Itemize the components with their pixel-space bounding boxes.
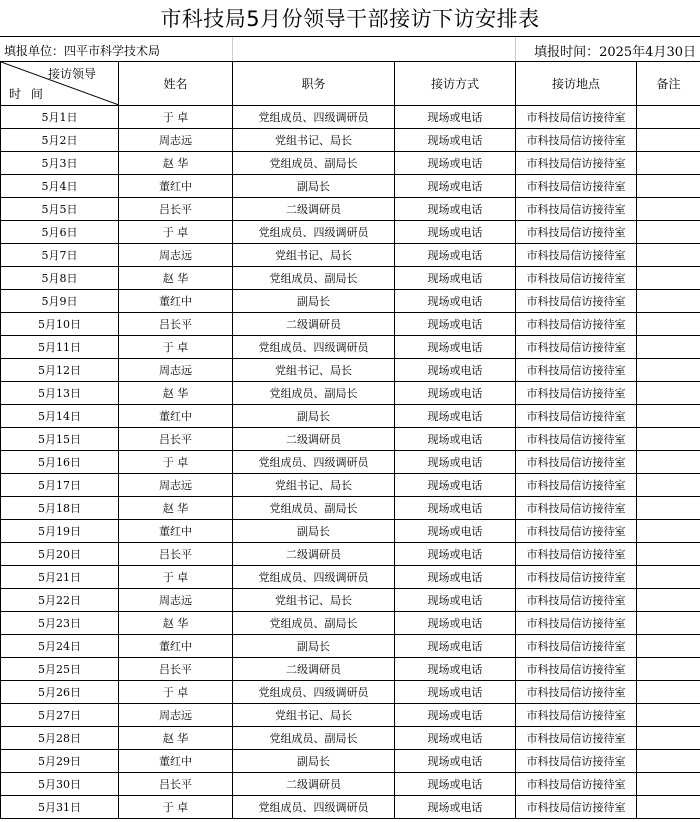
table-row bbox=[1, 428, 700, 451]
table-row bbox=[1, 497, 700, 520]
date-cell: 5月22日 bbox=[1, 589, 119, 612]
place-cell: 市科技局信访接待室 bbox=[516, 543, 637, 566]
table-row bbox=[1, 520, 700, 543]
position-cell: 党组书记、局长 bbox=[233, 129, 395, 152]
remark-cell bbox=[637, 635, 700, 658]
remark-cell bbox=[637, 474, 700, 497]
remark-cell bbox=[637, 612, 700, 635]
date-cell: 5月9日 bbox=[1, 290, 119, 313]
name-cell: 于 卓 bbox=[119, 566, 233, 589]
date-cell: 5月7日 bbox=[1, 244, 119, 267]
date-cell: 5月10日 bbox=[1, 313, 119, 336]
column-header-position: 职务 bbox=[233, 62, 395, 106]
position-cell: 党组书记、局长 bbox=[233, 589, 395, 612]
name-cell: 吕长平 bbox=[119, 773, 233, 796]
remark-cell bbox=[637, 451, 700, 474]
page-title: 市科技局5月份领导干部接访下访安排表 bbox=[160, 7, 540, 31]
method-cell: 现场或电话 bbox=[395, 589, 516, 612]
method-cell: 现场或电话 bbox=[395, 497, 516, 520]
table-row bbox=[1, 474, 700, 497]
place-cell: 市科技局信访接待室 bbox=[516, 658, 637, 681]
remark-cell bbox=[637, 336, 700, 359]
place-cell: 市科技局信访接待室 bbox=[516, 727, 637, 750]
method-cell: 现场或电话 bbox=[395, 382, 516, 405]
date-cell: 5月26日 bbox=[1, 681, 119, 704]
position-cell: 党组书记、局长 bbox=[233, 474, 395, 497]
method-cell: 现场或电话 bbox=[395, 750, 516, 773]
remark-cell bbox=[637, 796, 700, 819]
name-cell: 赵 华 bbox=[119, 152, 233, 175]
place-cell: 市科技局信访接待室 bbox=[516, 313, 637, 336]
position-cell: 党组成员、四级调研员 bbox=[233, 451, 395, 474]
table-row bbox=[1, 152, 700, 175]
reporting-unit: 填报单位：四平市科学技术局 bbox=[4, 44, 161, 58]
method-cell: 现场或电话 bbox=[395, 359, 516, 382]
method-cell: 现场或电话 bbox=[395, 566, 516, 589]
place-cell: 市科技局信访接待室 bbox=[516, 290, 637, 313]
place-cell: 市科技局信访接待室 bbox=[516, 566, 637, 589]
table-header-row bbox=[1, 62, 700, 106]
date-cell: 5月24日 bbox=[1, 635, 119, 658]
date-cell: 5月30日 bbox=[1, 773, 119, 796]
name-cell: 吕长平 bbox=[119, 198, 233, 221]
remark-cell bbox=[637, 566, 700, 589]
table-row bbox=[1, 773, 700, 796]
date-cell: 5月23日 bbox=[1, 612, 119, 635]
date-cell: 5月19日 bbox=[1, 520, 119, 543]
date-cell: 5月4日 bbox=[1, 175, 119, 198]
column-header-method: 接访方式 bbox=[395, 62, 516, 106]
position-cell: 党组成员、四级调研员 bbox=[233, 681, 395, 704]
reporting-date: 填报时间：2025年4月30日 bbox=[534, 45, 696, 60]
name-cell: 董红中 bbox=[119, 635, 233, 658]
method-cell: 现场或电话 bbox=[395, 451, 516, 474]
column-header-remark: 备注 bbox=[637, 62, 700, 106]
position-cell: 二级调研员 bbox=[233, 543, 395, 566]
place-cell: 市科技局信访接待室 bbox=[516, 635, 637, 658]
name-cell: 于 卓 bbox=[119, 336, 233, 359]
remark-cell bbox=[637, 405, 700, 428]
place-cell: 市科技局信访接待室 bbox=[516, 221, 637, 244]
place-cell: 市科技局信访接待室 bbox=[516, 405, 637, 428]
position-cell: 党组书记、局长 bbox=[233, 704, 395, 727]
method-cell: 现场或电话 bbox=[395, 727, 516, 750]
method-cell: 现场或电话 bbox=[395, 198, 516, 221]
name-cell: 于 卓 bbox=[119, 796, 233, 819]
remark-cell bbox=[637, 290, 700, 313]
method-cell: 现场或电话 bbox=[395, 635, 516, 658]
place-cell: 市科技局信访接待室 bbox=[516, 451, 637, 474]
method-cell: 现场或电话 bbox=[395, 474, 516, 497]
table-row bbox=[1, 566, 700, 589]
table-row bbox=[1, 451, 700, 474]
position-cell: 党组成员、副局长 bbox=[233, 267, 395, 290]
method-cell: 现场或电话 bbox=[395, 658, 516, 681]
table-row bbox=[1, 267, 700, 290]
position-cell: 党组成员、副局长 bbox=[233, 727, 395, 750]
name-cell: 赵 华 bbox=[119, 382, 233, 405]
date-cell: 5月17日 bbox=[1, 474, 119, 497]
position-cell: 副局长 bbox=[233, 750, 395, 773]
position-cell: 党组成员、副局长 bbox=[233, 497, 395, 520]
remark-cell bbox=[637, 428, 700, 451]
corner-label-time: 时 间 bbox=[9, 87, 46, 101]
position-cell: 二级调研员 bbox=[233, 198, 395, 221]
position-cell: 党组书记、局长 bbox=[233, 244, 395, 267]
place-cell: 市科技局信访接待室 bbox=[516, 129, 637, 152]
remark-cell bbox=[637, 750, 700, 773]
date-cell: 5月28日 bbox=[1, 727, 119, 750]
method-cell: 现场或电话 bbox=[395, 796, 516, 819]
position-cell: 副局长 bbox=[233, 635, 395, 658]
method-cell: 现场或电话 bbox=[395, 704, 516, 727]
remark-cell bbox=[637, 520, 700, 543]
name-cell: 赵 华 bbox=[119, 497, 233, 520]
position-cell: 二级调研员 bbox=[233, 658, 395, 681]
table-row bbox=[1, 612, 700, 635]
method-cell: 现场或电话 bbox=[395, 428, 516, 451]
table-row bbox=[1, 198, 700, 221]
name-cell: 董红中 bbox=[119, 750, 233, 773]
remark-cell bbox=[637, 152, 700, 175]
table-row bbox=[1, 221, 700, 244]
position-cell: 党组成员、四级调研员 bbox=[233, 796, 395, 819]
table-row bbox=[1, 681, 700, 704]
date-cell: 5月15日 bbox=[1, 428, 119, 451]
table-row bbox=[1, 405, 700, 428]
date-cell: 5月13日 bbox=[1, 382, 119, 405]
place-cell: 市科技局信访接待室 bbox=[516, 474, 637, 497]
table-row bbox=[1, 382, 700, 405]
date-cell: 5月25日 bbox=[1, 658, 119, 681]
position-cell: 党组成员、四级调研员 bbox=[233, 106, 395, 129]
remark-cell bbox=[637, 359, 700, 382]
name-cell: 吕长平 bbox=[119, 658, 233, 681]
remark-cell bbox=[637, 175, 700, 198]
place-cell: 市科技局信访接待室 bbox=[516, 681, 637, 704]
name-cell: 吕长平 bbox=[119, 543, 233, 566]
method-cell: 现场或电话 bbox=[395, 681, 516, 704]
table-row bbox=[1, 175, 700, 198]
info-divider bbox=[515, 37, 516, 62]
remark-cell bbox=[637, 221, 700, 244]
table-row bbox=[1, 704, 700, 727]
position-cell: 党组成员、四级调研员 bbox=[233, 221, 395, 244]
name-cell: 周志远 bbox=[119, 474, 233, 497]
date-cell: 5月5日 bbox=[1, 198, 119, 221]
place-cell: 市科技局信访接待室 bbox=[516, 428, 637, 451]
date-cell: 5月12日 bbox=[1, 359, 119, 382]
table-row bbox=[1, 313, 700, 336]
date-cell: 5月29日 bbox=[1, 750, 119, 773]
name-cell: 赵 华 bbox=[119, 727, 233, 750]
corner-header-cell bbox=[1, 62, 119, 106]
remark-cell bbox=[637, 704, 700, 727]
name-cell: 周志远 bbox=[119, 244, 233, 267]
name-cell: 周志远 bbox=[119, 359, 233, 382]
method-cell: 现场或电话 bbox=[395, 221, 516, 244]
name-cell: 赵 华 bbox=[119, 267, 233, 290]
date-cell: 5月11日 bbox=[1, 336, 119, 359]
remark-cell bbox=[637, 773, 700, 796]
method-cell: 现场或电话 bbox=[395, 405, 516, 428]
date-cell: 5月21日 bbox=[1, 566, 119, 589]
date-cell: 5月14日 bbox=[1, 405, 119, 428]
method-cell: 现场或电话 bbox=[395, 244, 516, 267]
place-cell: 市科技局信访接待室 bbox=[516, 382, 637, 405]
name-cell: 周志远 bbox=[119, 129, 233, 152]
date-cell: 5月16日 bbox=[1, 451, 119, 474]
name-cell: 董红中 bbox=[119, 175, 233, 198]
name-cell: 董红中 bbox=[119, 290, 233, 313]
place-cell: 市科技局信访接待室 bbox=[516, 359, 637, 382]
position-cell: 副局长 bbox=[233, 175, 395, 198]
name-cell: 董红中 bbox=[119, 520, 233, 543]
table-body bbox=[1, 106, 700, 819]
position-cell: 党组成员、四级调研员 bbox=[233, 336, 395, 359]
remark-cell bbox=[637, 681, 700, 704]
info-divider bbox=[232, 37, 233, 62]
name-cell: 于 卓 bbox=[119, 451, 233, 474]
position-cell: 二级调研员 bbox=[233, 773, 395, 796]
place-cell: 市科技局信访接待室 bbox=[516, 244, 637, 267]
position-cell: 党组成员、副局长 bbox=[233, 152, 395, 175]
name-cell: 于 卓 bbox=[119, 681, 233, 704]
table-row bbox=[1, 658, 700, 681]
position-cell: 副局长 bbox=[233, 520, 395, 543]
method-cell: 现场或电话 bbox=[395, 313, 516, 336]
remark-cell bbox=[637, 106, 700, 129]
method-cell: 现场或电话 bbox=[395, 336, 516, 359]
table-row bbox=[1, 543, 700, 566]
remark-cell bbox=[637, 267, 700, 290]
table-row bbox=[1, 727, 700, 750]
table-row bbox=[1, 244, 700, 267]
name-cell: 于 卓 bbox=[119, 106, 233, 129]
remark-cell bbox=[637, 382, 700, 405]
date-cell: 5月3日 bbox=[1, 152, 119, 175]
method-cell: 现场或电话 bbox=[395, 520, 516, 543]
remark-cell bbox=[637, 129, 700, 152]
remark-cell bbox=[637, 727, 700, 750]
method-cell: 现场或电话 bbox=[395, 129, 516, 152]
remark-cell bbox=[637, 198, 700, 221]
info-row bbox=[0, 36, 700, 61]
corner-label-leader: 接访领导 bbox=[47, 67, 96, 81]
table-row bbox=[1, 106, 700, 129]
schedule-table bbox=[0, 61, 700, 819]
place-cell: 市科技局信访接待室 bbox=[516, 497, 637, 520]
method-cell: 现场或电话 bbox=[395, 773, 516, 796]
column-header-name: 姓名 bbox=[119, 62, 233, 106]
position-cell: 党组书记、局长 bbox=[233, 359, 395, 382]
position-cell: 副局长 bbox=[233, 405, 395, 428]
place-cell: 市科技局信访接待室 bbox=[516, 520, 637, 543]
remark-cell bbox=[637, 543, 700, 566]
place-cell: 市科技局信访接待室 bbox=[516, 198, 637, 221]
table-row bbox=[1, 750, 700, 773]
position-cell: 副局长 bbox=[233, 290, 395, 313]
table-row bbox=[1, 336, 700, 359]
column-header-place: 接访地点 bbox=[516, 62, 637, 106]
remark-cell bbox=[637, 589, 700, 612]
table-row bbox=[1, 129, 700, 152]
place-cell: 市科技局信访接待室 bbox=[516, 704, 637, 727]
place-cell: 市科技局信访接待室 bbox=[516, 106, 637, 129]
name-cell: 于 卓 bbox=[119, 221, 233, 244]
date-cell: 5月6日 bbox=[1, 221, 119, 244]
place-cell: 市科技局信访接待室 bbox=[516, 267, 637, 290]
method-cell: 现场或电话 bbox=[395, 175, 516, 198]
method-cell: 现场或电话 bbox=[395, 290, 516, 313]
position-cell: 二级调研员 bbox=[233, 428, 395, 451]
place-cell: 市科技局信访接待室 bbox=[516, 152, 637, 175]
date-cell: 5月1日 bbox=[1, 106, 119, 129]
place-cell: 市科技局信访接待室 bbox=[516, 612, 637, 635]
method-cell: 现场或电话 bbox=[395, 612, 516, 635]
place-cell: 市科技局信访接待室 bbox=[516, 796, 637, 819]
place-cell: 市科技局信访接待室 bbox=[516, 336, 637, 359]
method-cell: 现场或电话 bbox=[395, 106, 516, 129]
table-row bbox=[1, 796, 700, 819]
table-row bbox=[1, 290, 700, 313]
remark-cell bbox=[637, 658, 700, 681]
remark-cell bbox=[637, 497, 700, 520]
table-row bbox=[1, 635, 700, 658]
date-cell: 5月2日 bbox=[1, 129, 119, 152]
place-cell: 市科技局信访接待室 bbox=[516, 750, 637, 773]
position-cell: 二级调研员 bbox=[233, 313, 395, 336]
name-cell: 吕长平 bbox=[119, 428, 233, 451]
table-row bbox=[1, 589, 700, 612]
remark-cell bbox=[637, 313, 700, 336]
method-cell: 现场或电话 bbox=[395, 543, 516, 566]
name-cell: 赵 华 bbox=[119, 612, 233, 635]
name-cell: 周志远 bbox=[119, 704, 233, 727]
name-cell: 董红中 bbox=[119, 405, 233, 428]
date-cell: 5月20日 bbox=[1, 543, 119, 566]
method-cell: 现场或电话 bbox=[395, 267, 516, 290]
method-cell: 现场或电话 bbox=[395, 152, 516, 175]
place-cell: 市科技局信访接待室 bbox=[516, 175, 637, 198]
date-cell: 5月8日 bbox=[1, 267, 119, 290]
date-cell: 5月31日 bbox=[1, 796, 119, 819]
date-cell: 5月18日 bbox=[1, 497, 119, 520]
position-cell: 党组成员、副局长 bbox=[233, 612, 395, 635]
position-cell: 党组成员、副局长 bbox=[233, 382, 395, 405]
date-cell: 5月27日 bbox=[1, 704, 119, 727]
place-cell: 市科技局信访接待室 bbox=[516, 589, 637, 612]
position-cell: 党组成员、四级调研员 bbox=[233, 566, 395, 589]
table-row bbox=[1, 359, 700, 382]
name-cell: 吕长平 bbox=[119, 313, 233, 336]
name-cell: 周志远 bbox=[119, 589, 233, 612]
remark-cell bbox=[637, 244, 700, 267]
place-cell: 市科技局信访接待室 bbox=[516, 773, 637, 796]
